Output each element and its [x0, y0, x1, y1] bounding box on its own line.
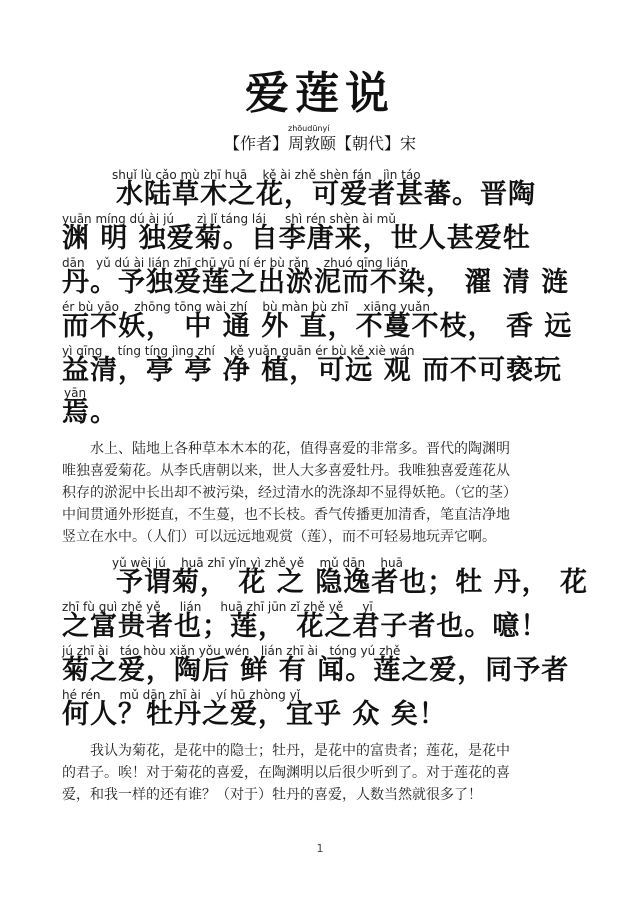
page-number: 1: [316, 842, 324, 855]
translation1-line: 唯独喜爱菊花。从李氏唐朝以来，世人大多喜爱牡丹。我唯独喜爱莲花从: [62, 463, 510, 479]
stanza2-pinyin-1: yǔ wèi jú huā zhī yǐn yì zhě yě mǔ dān huā: [112, 556, 403, 570]
translation-paragraph-2: [62, 740, 582, 806]
stanza1-pinyin-5: yì qīng tíng tíng jìng zhí kě yuǎn guān ér bù kě xiè wán: [62, 344, 415, 358]
stanza1-line-2: 渊 明 独爱菊。自李唐来，世人甚爱牡: [62, 223, 531, 254]
stanza1-pinyin-1: shuǐ lù cǎo mù zhī huā kě ài zhě shèn fán jìn táo: [112, 168, 421, 182]
author-line: 【作者】周敦颐【朝代】宋: [223, 134, 416, 153]
translation2-line: 我认为菊花，是花中的隐士；牡丹，是花中的富贵者；莲花，是花中: [90, 743, 510, 759]
translation-paragraph-1: [62, 438, 582, 548]
stanza1-line-4: 而不妖， 中 通 外 直，不蔓不枝， 香 远: [62, 311, 573, 342]
stanza2-line-2: 之富贵者也；莲， 花之君子者也。噫！: [62, 611, 549, 642]
stanza1-pinyin-2: yuān míng dú ài jú zì lǐ táng lái shì rén shèn ài mǔ: [62, 212, 396, 226]
stanza2-line-4: 何人？牡丹之爱，宜乎 众 矣！: [62, 699, 447, 730]
translation1-line: 中间贯通外形挺直，不生蔓，也不长枝。香气传播更加清香，笔直洁净地: [62, 507, 510, 523]
stanza2-pinyin-3: jú zhī ài táo hòu xiǎn yǒu wén lián zhī ài tóng yú zhě: [62, 644, 401, 658]
stanza1-pinyin-3: dān yǔ dú ài lián zhī chū yū ní ér bù rǎn zhuó qīng lián: [62, 256, 409, 270]
stanza2-pinyin-4: hé rén mǔ dān zhī ài yí hū zhòng yǐ: [62, 688, 301, 702]
stanza1-pinyin-4: ér bù yāo zhōng tōng wài zhí bù màn bù zhī xiāng yuǎn: [62, 300, 430, 314]
stanza2-line-1: 予谓菊， 花 之 隐逸者也；牡 丹， 花: [116, 567, 588, 598]
stanza1-line-6: 焉。: [62, 397, 118, 428]
stanza2-line-3: 菊之爱，陶后 鲜 有 闻。莲之爱，同予者: [62, 655, 570, 686]
translation2-line: 爱，和我一样的还有谁？（对于）牡丹的喜爱，人数当然就很多了！: [62, 787, 482, 803]
stanza1-line-1: 水陆草木之花，可爱者甚蕃。晋陶: [116, 179, 536, 210]
translation1-line: 竖立在水中。（人们）可以远远地观赏（莲），而不可轻易地玩弄它啊。: [62, 529, 496, 545]
translation2-line: 的君子。唉！对于菊花的喜爱，在陶渊明以后很少听到了。对于莲花的喜: [62, 765, 510, 781]
poem-title: 爱莲说: [245, 68, 395, 119]
translation1-line: 水上、陆地上各种草本木本的花，值得喜爱的非常多。晋代的陶渊明: [90, 441, 510, 457]
stanza1-pinyin-6: yān: [64, 386, 87, 400]
stanza1-line-5: 益清，亭 亭 净 植，可远 观 而不可亵玩: [62, 355, 562, 386]
author-pinyin: zhōudūnyí: [288, 124, 330, 133]
stanza2-pinyin-2: zhī fù guì zhě yě lián huā zhī jūn zǐ zhě yě yī: [62, 600, 373, 614]
stanza1-line-3: 丹。予独爱莲之出淤泥而不染， 濯 清 涟: [62, 267, 570, 298]
translation1-line: 积存的淤泥中长出却不被污染，经过清水的洗涤却不显得妖艳。（它的茎）: [62, 485, 517, 501]
